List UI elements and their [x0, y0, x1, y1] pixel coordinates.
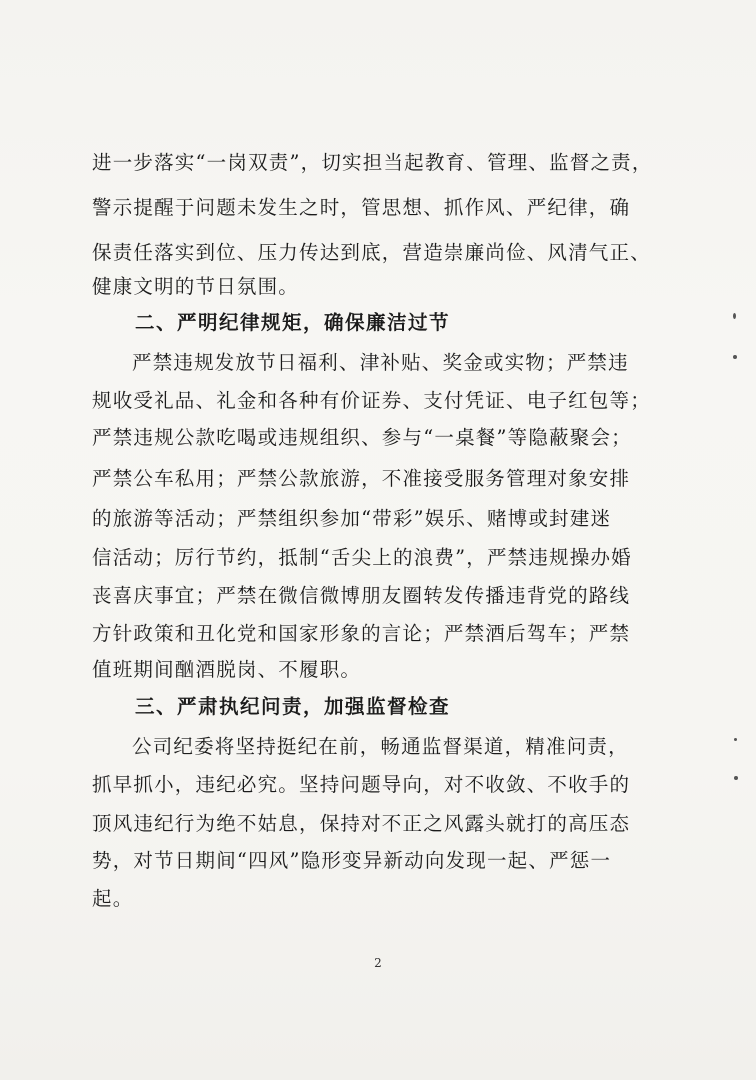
text-line: 起。 — [92, 887, 134, 910]
text-line: 顶风违纪行为绝不姑息，保持对不正之风露头就打的高压态 — [92, 812, 631, 835]
text-line: 信活动；厉行节约，抵制“舌尖上的浪费”，严禁违规操办婚 — [92, 546, 632, 569]
scan-speck — [733, 313, 736, 319]
text-line: 抓早抓小，违纪必究。坚持问题导向，对不收敛、不收手的 — [92, 773, 631, 796]
scan-speck — [734, 776, 738, 780]
section-heading-2: 二、严明纪律规矩，确保廉洁过节 — [135, 311, 451, 334]
scan-speck — [733, 355, 737, 359]
text-line: 方针政策和丑化党和国家形象的言论；严禁酒后驾车；严禁 — [92, 622, 631, 645]
text-line: 严禁违规公款吃喝或违规组织、参与“一桌餐”等隐蔽聚会； — [92, 426, 632, 449]
text-line: 警示提醒于问题未发生之时，管思想、抓作风、严纪律，确 — [92, 196, 631, 219]
text-line: 势，对节日期间“四风”隐形变异新动向发现一起、严惩一 — [92, 849, 612, 872]
text-line: 规收受礼品、礼金和各种有价证券、支付凭证、电子红包等； — [92, 389, 651, 412]
text-line: 进一步落实“一岗双责”，切实担当起教育、管理、监督之责， — [92, 151, 653, 174]
text-line: 保责任落实到位、压力传达到底，营造崇廉尚俭、风清气正、 — [92, 241, 651, 264]
text-line: 公司纪委将坚持挺纪在前，畅通监督渠道，精准问责， — [132, 735, 629, 758]
text-line: 的旅游等活动；严禁组织参加“带彩”娱乐、赌博或封建迷 — [92, 507, 612, 530]
text-line: 严禁违规发放节日福利、津补贴、奖金或实物；严禁违 — [132, 351, 629, 374]
section-heading-3: 三、严肃执纪问责，加强监督检查 — [135, 695, 451, 718]
text-line: 严禁公车私用；严禁公款旅游，不准接受服务管理对象安排 — [92, 467, 631, 490]
text-line: 值班期间酗酒脱岗、不履职。 — [92, 658, 362, 681]
text-line: 健康文明的节日氛围。 — [92, 275, 300, 298]
text-line: 丧喜庆事宜；严禁在微信微博朋友圈转发传播违背党的路线 — [92, 584, 631, 607]
page-number: 2 — [374, 956, 382, 970]
scan-speck — [734, 738, 737, 741]
